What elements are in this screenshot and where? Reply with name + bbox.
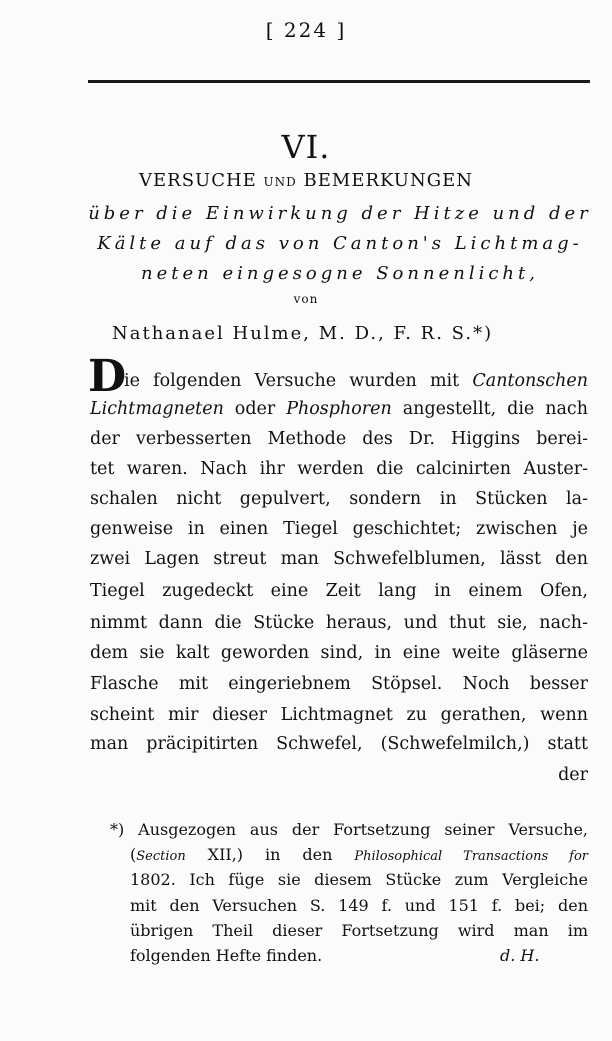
chapter-numeral: VI. bbox=[281, 128, 331, 166]
subtitle-line-2: Kälte auf das von Canton's Lichtmag- bbox=[97, 233, 583, 254]
body-text-italic: Lichtmagneten bbox=[90, 399, 224, 419]
body-line-3: der verbesserten Methode des Dr. Higgins berei- bbox=[90, 429, 588, 449]
catchword: der bbox=[558, 765, 588, 785]
body-line-10: dem sie kalt geworden sind, in eine weite gläserne bbox=[90, 643, 588, 663]
footnote-line-4: mit den Versuchen S. 149 f. und 151 f. bei; den bbox=[130, 896, 588, 915]
page-number: [ 224 ] bbox=[265, 18, 347, 42]
footnote-line-3: 1802. Ich füge sie diesem Stücke zum Vergleiche bbox=[130, 870, 588, 889]
body-line-13: man präcipitirten Schwefel, (Schwefelmilch,) statt bbox=[90, 734, 588, 754]
body-text: oder bbox=[223, 399, 287, 419]
body-line-5: schalen nicht gepulvert, sondern in Stücken la- bbox=[90, 489, 588, 509]
body-line-8: Tiegel zugedeckt eine Zeit lang in einem Ofen, bbox=[90, 581, 588, 601]
header-rule bbox=[88, 80, 590, 83]
body-line-6: genweise in einen Tiegel geschichtet; zwischen je bbox=[90, 519, 588, 539]
byline-von: von bbox=[293, 292, 319, 306]
footnote-signature: d. H. bbox=[500, 946, 540, 965]
article-title bbox=[0, 170, 612, 191]
footnote-line-1: *) Ausgezogen aus der Fortsetzung seiner Versuche, bbox=[110, 820, 588, 839]
body-line-2 bbox=[90, 398, 588, 420]
drop-cap: D bbox=[88, 351, 127, 402]
body-line-11: Flasche mit eingeriebnem Stöpsel. Noch besser bbox=[90, 674, 588, 694]
body-line-4: tet waren. Nach ihr werden die calcinirten Auster- bbox=[90, 459, 588, 479]
body-text: angestellt, die nach bbox=[391, 399, 589, 419]
body-text-italic: Cantonschen bbox=[472, 371, 588, 391]
footnote-line-5: übrigen Theil dieser Fortsetzung wird man im bbox=[130, 921, 588, 940]
footnote-line-2 bbox=[130, 845, 588, 867]
footnote-text: ( bbox=[130, 845, 137, 864]
title-conjunction: UND bbox=[263, 175, 297, 189]
footnote-line-6: folgenden Hefte finden. bbox=[130, 946, 323, 965]
body-text-italic: Phosphoren bbox=[286, 399, 392, 419]
body-line-7: zwei Lagen streut man Schwefelblumen, lässt den bbox=[90, 549, 588, 569]
subtitle-line-3: neten eingesogne Sonnenlicht, bbox=[141, 263, 539, 284]
body-line-12: scheint mir dieser Lichtmagnet zu gerathen, wenn bbox=[90, 705, 588, 725]
footnote-text-italic: Section bbox=[136, 849, 186, 864]
title-part-2: BEMERKUNGEN bbox=[303, 170, 473, 191]
body-text: ie folgenden Versuche wurden mit bbox=[124, 371, 473, 391]
subtitle-line-1: über die Einwirkung der Hitze und der bbox=[88, 203, 592, 224]
body-line-9: nimmt dann die Stücke heraus, und thut sie, nach- bbox=[90, 613, 588, 633]
author-name: Nathanael Hulme, M. D., F. R. S.*) bbox=[112, 323, 494, 344]
footnote-text-italic: Philosophical Transactions for bbox=[354, 849, 588, 864]
title-part-1: VERSUCHE bbox=[139, 170, 257, 191]
body-line-1 bbox=[124, 370, 588, 392]
footnote-text: XII,) in den bbox=[185, 845, 355, 864]
